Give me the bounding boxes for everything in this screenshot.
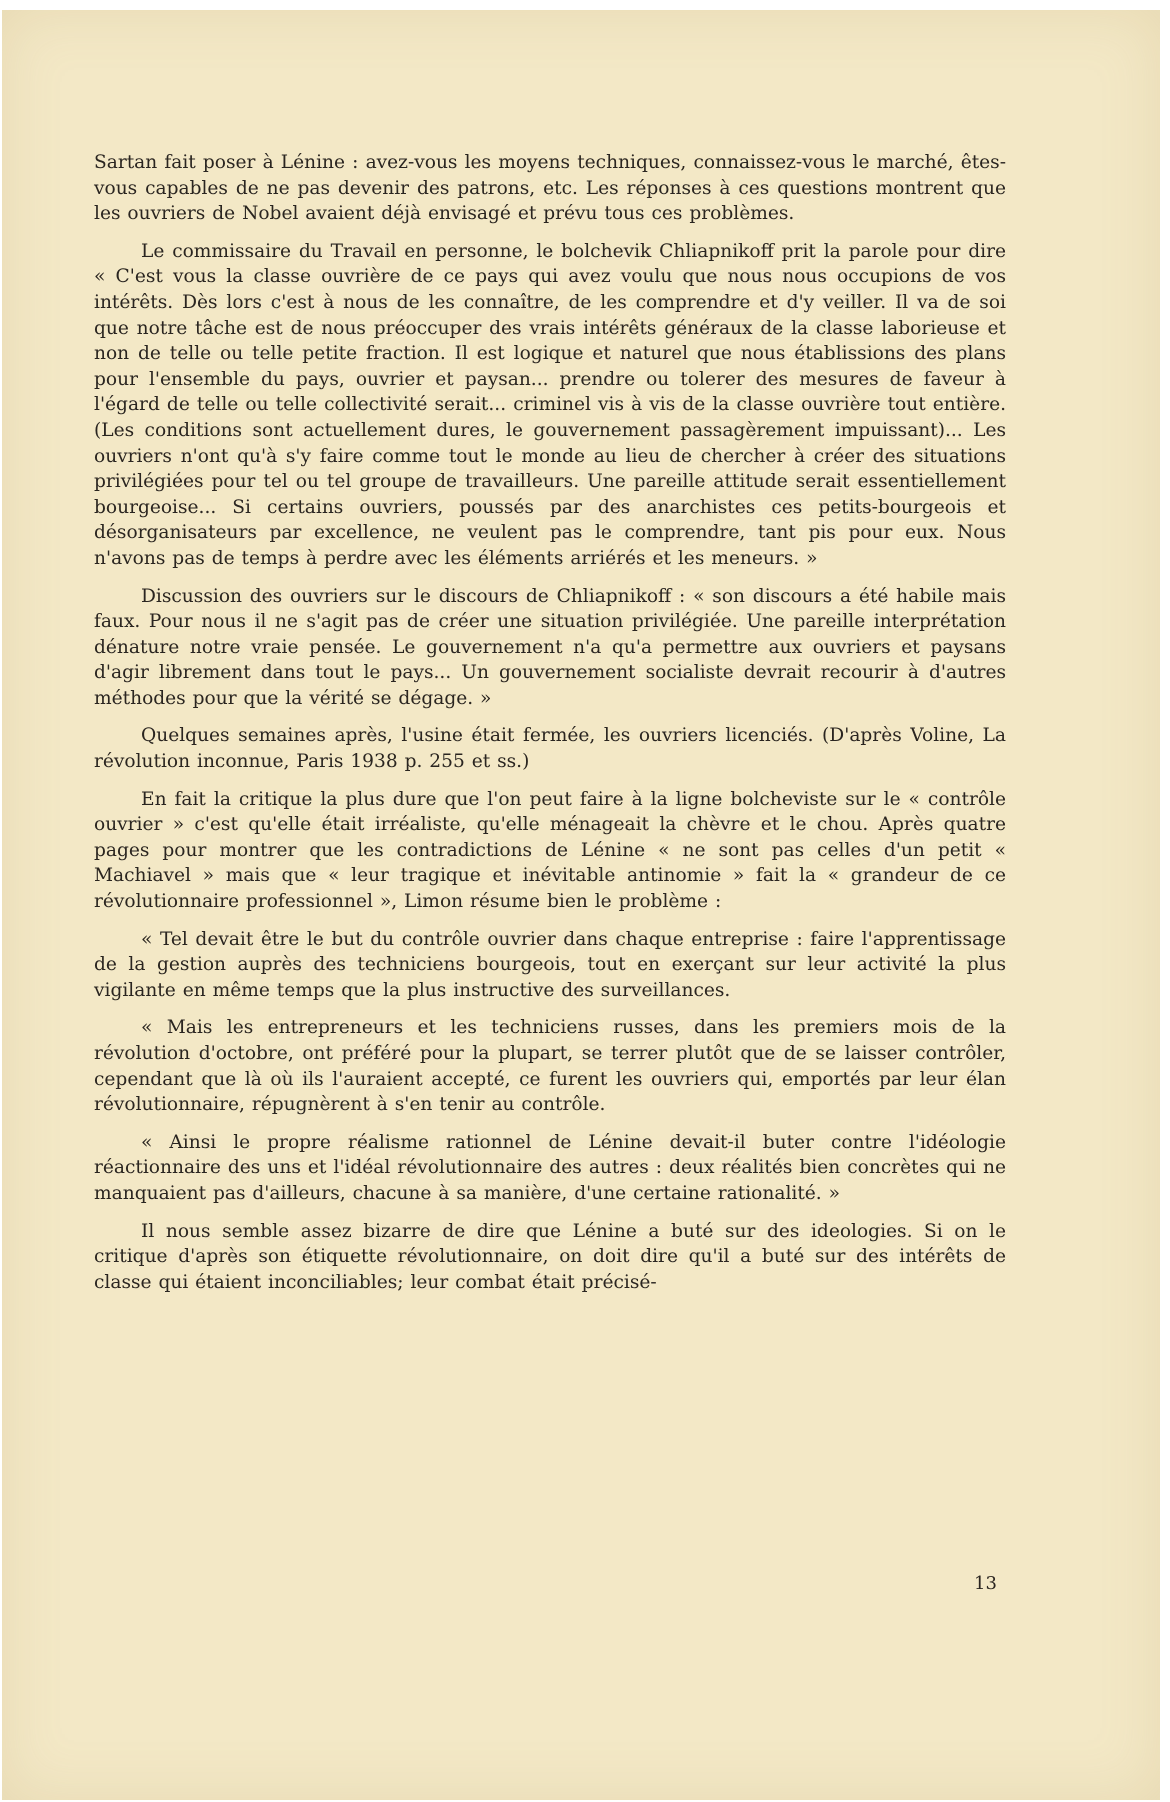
paragraph: Sartan fait poser à Lénine : avez-vous les moyens techniques, connaissez-vous le marché, êtes-vous capables de ne pas devenir des patrons, etc. Les réponses à ces questions montrent que les ouvriers de Nobel avaient déjà envisagé et prévu tous ces problèmes. bbox=[94, 152, 1006, 225]
paragraph: Quelques semaines après, l'usine était fermée, les ouvriers licenciés. (D'après Voline, La révolution inconnue, Paris 1938 p. 255 et ss.) bbox=[94, 725, 1006, 773]
body-text bbox=[94, 150, 1006, 1307]
quote-paragraph: « Mais les entrepreneurs et les techniciens russes, dans les premiers mois de la révolution d'octobre, ont préféré pour la plupart, se terrer plutôt que de se laisser contrôler, cependant que là où ils l'auraient accepté, ce furent les ouvriers qui, emportés par leur élan révolutionnaire, répugnèrent à s'en tenir au contrôle. bbox=[94, 1017, 1006, 1116]
document-page bbox=[2, 10, 1160, 1800]
quote-paragraph: « Tel devait être le but du contrôle ouvrier dans chaque entreprise : faire l'apprentissage de la gestion auprès des techniciens bourgeois, tout en exerçant sur leur activité la plus vigilante en même temps que la plus instructive des surveillances. bbox=[94, 928, 1006, 1001]
quote-paragraph: « Ainsi le propre réalisme rationnel de Lénine devait-il buter contre l'idéologie réactionnaire des uns et l'idéal révolutionnaire des autres : deux réalités bien concrètes qui ne manquaient pas d'ailleurs, chacune à sa manière, d'une certaine rationalité. » bbox=[94, 1131, 1006, 1204]
paragraph: Il nous semble assez bizarre de dire que Lénine a buté sur des ideologies. Si on le critique d'après son étiquette révolutionnaire, on doit dire qu'il a buté sur des intérêts de classe qui étaient inconciliables; leur combat était précisé- bbox=[94, 1220, 1006, 1293]
paragraph: En fait la critique la plus dure que l'on peut faire à la ligne bolcheviste sur le « contrôle ouvrier » c'est qu'elle était irréaliste, qu'elle ménageait la chèvre et le chou. Après quatre pages pour montrer que les contradictions de Lénine « ne sont pas celles d'un petit « Machiavel » mais que « leur tragique et inévitable antinomie » fait la « grandeur de ce révolutionnaire professionnel », Limon résume bien le problème : bbox=[94, 788, 1006, 913]
paragraph: Discussion des ouvriers sur le discours de Chliapnikoff : « son discours a été habile mais faux. Pour nous il ne s'agit pas de créer une situation privilégiée. Une pareille interprétation dénature notre vraie pensée. Le gouvernement n'a qu'a permettre aux ouvriers et paysans d'agir librement dans tout le pays... Un gouvernement socialiste devrait recourir à d'autres méthodes pour que la vérité se dégage. » bbox=[94, 585, 1006, 709]
paragraph: Le commissaire du Travail en personne, le bolchevik Chliapnikoff prit la parole pour dire « C'est vous la classe ouvrière de ce pays qui avez voulu que nous nous occupions de vos intérêts. Dès lors c'est à nous de les connaître, de les comprendre et d'y veiller. Il va de soi que notre tâche est de nous préoccuper des vrais intérêts généraux de la classe laborieuse et non de telle ou telle petite fraction. Il est logique et naturel que nous établissions des plans pour l'ensemble du pays, ouvrier et paysan... prendre ou tolerer des mesures de faveur à l'égard de telle ou telle collectivité serait... criminel vis à vis de la classe ouvrière tout entière. (Les conditions sont actuellement dures, le gouvernement passagèrement impuissant)... Les ouvriers n'ont qu'à s'y faire comme tout le monde au lieu de chercher à créer des situations privilégiées pour tel ou tel groupe de travailleurs. Une pareille attitude serait essentiellement bourgeoise... Si certains ouvriers, poussés par des anarchistes ces petits-bourgeois et désorganisateurs par excellence, ne veulent pas le comprendre, tant pis pour eux. Nous n'avons pas de temps à perdre avec les éléments arriérés et les meneurs. » bbox=[94, 240, 1006, 569]
page-number: 13 bbox=[974, 1573, 997, 1594]
